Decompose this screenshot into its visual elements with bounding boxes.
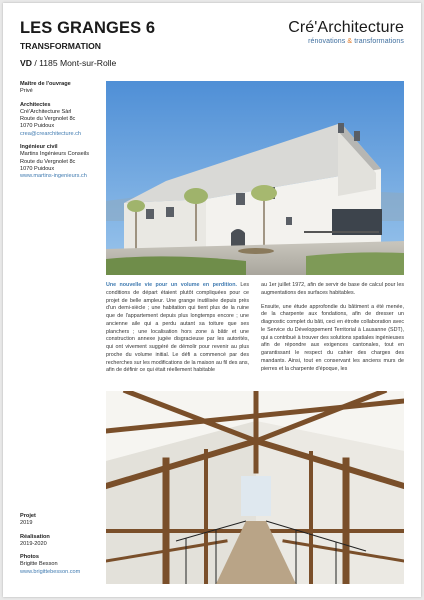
logo-tagline (288, 38, 404, 45)
canton-code: VD (20, 58, 32, 68)
credit-engineer (20, 144, 106, 180)
interior-photo-illustration (106, 391, 404, 584)
info-realisation (20, 534, 106, 549)
credits-sidebar (20, 81, 106, 187)
logo-tagline-part2: transformations (352, 38, 404, 45)
project-subtitle: TRANSFORMATION (20, 41, 101, 51)
logo-name: Cré'Architecture (288, 19, 404, 36)
body-paragraph (106, 282, 249, 375)
credit-line: 1070 Puidoux (20, 123, 55, 130)
lead-text: Une nouvelle vie pour un volume en perdition. (106, 282, 237, 288)
location-text: / 1185 Mont-sur-Rolle (31, 58, 117, 68)
credit-line: Martins Ingénieurs Conseils (20, 151, 90, 158)
exterior-photo (106, 81, 404, 275)
info-value: Brigitte Besson (20, 561, 58, 568)
info-heading: Projet (20, 513, 36, 519)
credit-client (20, 81, 106, 96)
credit-line: 1070 Puidoux (20, 165, 55, 172)
body-column-2 (261, 282, 404, 379)
body-paragraph: au 1er juillet 1972, afin de servir de base de calcul pour les augmentations des surfaces habitables. (261, 282, 404, 296)
interior-photo (106, 391, 404, 584)
project-title: LES GRANGES 6 (20, 19, 156, 37)
info-heading: Réalisation (20, 533, 50, 540)
company-logo (288, 19, 404, 45)
logo-tagline-part1: rénovations (308, 38, 348, 45)
credit-line: Route du Vergnolet 8c (20, 116, 76, 123)
info-value: 2019 (20, 520, 33, 527)
project-info (20, 513, 106, 582)
architects-email-link[interactable]: crea@crearchitecture.ch (20, 130, 82, 137)
page (3, 3, 421, 597)
credit-value: Privé (20, 88, 33, 95)
exterior-photo-illustration (106, 81, 404, 275)
info-project (20, 513, 106, 528)
photographer-website-link[interactable]: www.brigittebesson.com (20, 568, 81, 575)
body-text: Les conditions de départ étaient plutôt compliquées pour ce projet de belle ampleur. Une grange inutilisée depuis près d'un demi-siècle ; une habitation qui tient plus de la ruine que de l'appartement depuis plus longtemps encore ; une ancienne aile qui a perdu autant sa toiture que ses planchers ; une localisation hors zone à bâtir et une construction annexe jugée disgracieuse par les autorités, qui ont vivement suggéré de démolir pour revenir au plus proche du volume initial. Le défi a commencé par des recherches sur les modifications de la maison au fil des ans, afin de définir ce qui était réellement habitable (106, 282, 250, 374)
credit-architects (20, 102, 106, 138)
body-paragraph: Ensuite, une étude approfondie du bâtiment a été menée, de la charpente aux fondations, afin de dresser un diagnostic complet du bâti, ceci en étroite collaboration avec le Service du Développement Territorial à Lausanne (SDT), qui a contribué à trouver des solutions spatiales ingénieuses afin de répondre aux exigences cantonales, tout en garantissant le respect du cahier des charges des mandants. Ainsi, tout en conservant les anciens murs de pierres et la charpente d'époque, les (261, 303, 404, 372)
info-value: 2019-2020 (20, 540, 47, 547)
logo-tagline-ampersand: & (347, 38, 353, 45)
credit-heading: Ingénieur civil (20, 144, 58, 151)
info-photos (20, 554, 106, 576)
engineer-website-link[interactable]: www.martins-ingenieurs.ch (20, 173, 87, 180)
credit-line: Cré'Architecture Sàrl (20, 108, 72, 115)
credit-line: Route du Vergnolet 8c (20, 158, 76, 165)
credit-heading: Maître de l'ouvrage (20, 81, 71, 87)
body-column-1 (106, 282, 249, 381)
credit-heading: Architectes (20, 101, 51, 108)
info-heading: Photos (20, 554, 39, 561)
project-location (20, 58, 116, 68)
